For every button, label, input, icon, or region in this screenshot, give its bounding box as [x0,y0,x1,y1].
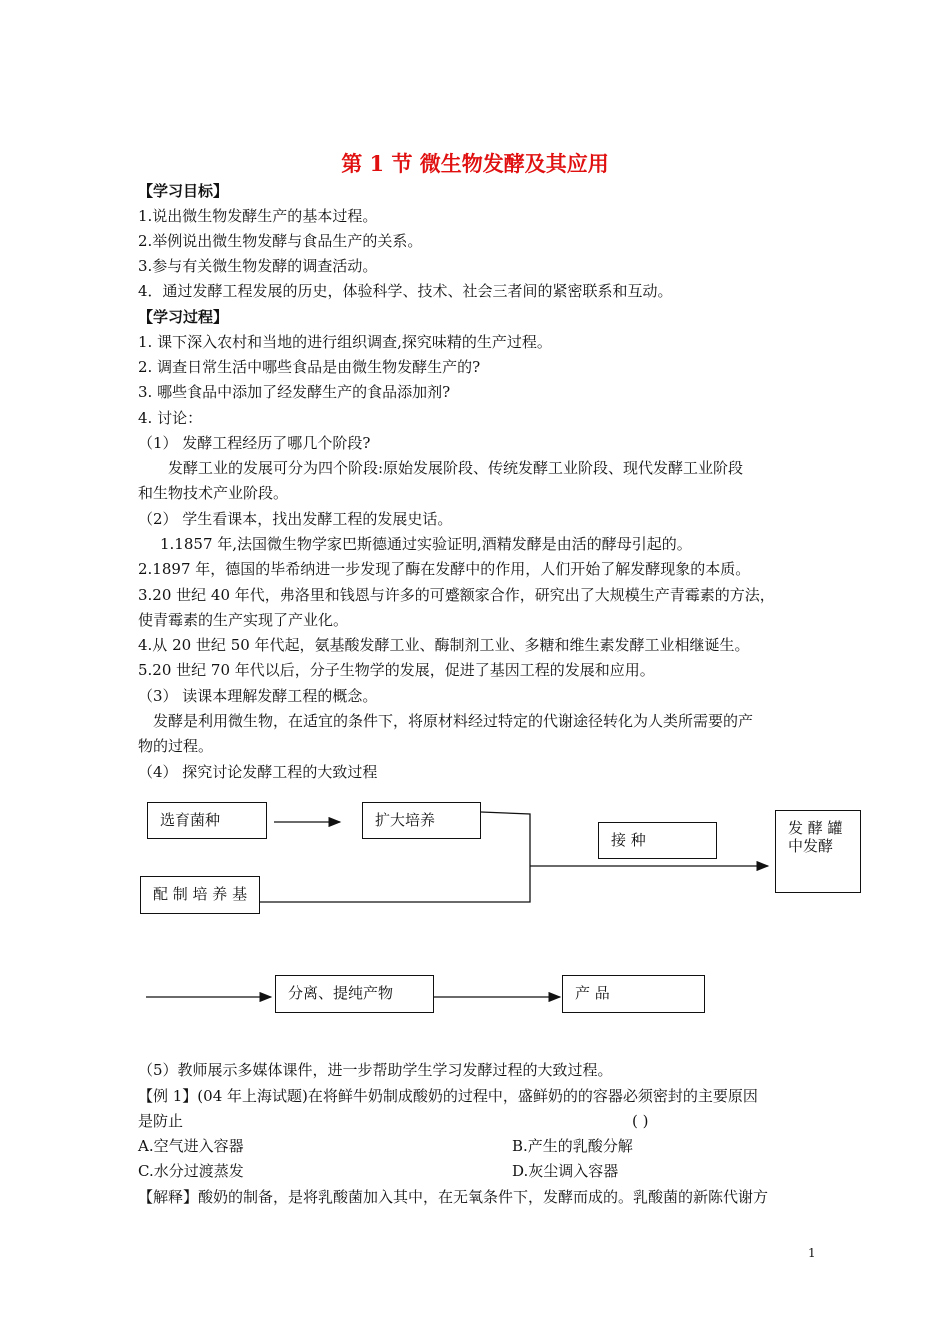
text-line: 是防止 [138,1112,184,1130]
text-line: 3. 哪些食品中添加了经发酵生产的食品添加剂? [138,383,451,401]
box-select-strain [147,802,267,839]
option-b: B.产生的乳酸分解 [512,1137,633,1155]
text-line: 2.举例说出微生物发酵与食品生产的关系。 [138,232,423,250]
box-label: 发 酵 罐 [788,819,843,837]
text-line: （2） 学生看课本，找出发酵工程的发展史话。 [138,510,453,528]
text-line: 4．通过发酵工程发展的历史，体验科学、技术、社会三者间的紧密联系和互动。 [138,282,673,300]
box-product [562,975,705,1013]
box-expand-culture [362,802,481,839]
text-line: 5.20 世纪 70 年代以后，分子生物学的发展，促进了基因工程的发展和应用。 [138,661,655,679]
text-line: 4.从 20 世纪 50 年代起，氨基酸发酵工业、酶制剂工业、多糖和维生素发酵工业相继诞生。 [138,636,750,654]
text-line: 和生物技术产业阶段。 [138,484,289,502]
text-line: 2. 调查日常生活中哪些食品是由微生物发酵生产的? [138,358,481,376]
box-inoculate [598,822,717,859]
box-label: 分离、提纯产物 [288,984,394,1002]
box-label: 产 品 [575,984,610,1002]
box-separate-purify [275,975,434,1013]
box-label: 扩大培养 [375,811,436,829]
box-fermenter [775,810,861,893]
box-label: 中发酵 [788,837,834,855]
text-line: 物的过程。 [138,737,214,755]
text-line: 1.说出微生物发酵生产的基本过程。 [138,207,378,225]
box-label: 配 制 培 养 基 [153,885,248,903]
text-line: 3.参与有关微生物发酵的调查活动。 [138,257,378,275]
page-number: 1 [808,1246,816,1260]
text-line: 使青霉素的生产实现了产业化。 [138,611,349,629]
section-heading-process: 【学习过程】 [138,308,229,326]
text-line: （1） 发酵工程经历了哪几个阶段? [138,434,371,452]
box-prepare-medium [140,876,260,914]
example-question: 【例 1】(04 年上海试题)在将鲜牛奶制成酸奶的过程中，盛鲜奶的的容器必须密封的主要原因 [138,1087,758,1105]
text-line: （3） 读课本理解发酵工程的概念。 [138,687,378,705]
option-a: A.空气进入容器 [138,1137,244,1155]
text-line: 4. 讨论： [138,409,203,427]
text-line: 1.1857 年,法国微生物学家巴斯德通过实验证明,酒精发酵是由活的酵母引起的。 [160,535,692,553]
section-heading-goals: 【学习目标】 [138,182,229,200]
text-line: 发酵工业的发展可分为四个阶段:原始发展阶段、传统发酵工业阶段、现代发酵工业阶段 [168,459,744,477]
text-line: 1. 课下深入农村和当地的进行组织调查,探究味精的生产过程。 [138,333,552,351]
text-line: 3.20 世纪 40 年代，弗洛里和钱恩与许多的可蹙额家合作，研究出了大规模生产青霉素的方法， [138,586,775,604]
text-line: 2.1897 年，德国的毕希纳进一步发现了酶在发酵中的作用，人们开始了解发酵现象的本质。 [138,560,751,578]
text-line: （4） 探究讨论发酵工程的大致过程 [138,763,378,781]
option-c: C.水分过渡蒸发 [138,1162,244,1180]
option-d: D.灰尘调入容器 [512,1162,619,1180]
text-line: 发酵是利用微生物，在适宜的条件下，将原材料经过特定的代谢途径转化为人类所需要的产 [153,712,754,730]
box-label: 接 种 [611,831,646,849]
answer-blank: ( ) [632,1112,649,1130]
page-title: 第 1 节 微生物发酵及其应用 [341,151,609,176]
explanation-line: 【解释】酸奶的制备，是将乳酸菌加入其中，在无氧条件下，发酵而成的。乳酸菌的新陈代谢方 [138,1188,769,1206]
text-line: （5）教师展示多媒体课件，进一步帮助学生学习发酵过程的大致过程。 [138,1061,613,1079]
box-label: 选育菌种 [160,811,221,829]
